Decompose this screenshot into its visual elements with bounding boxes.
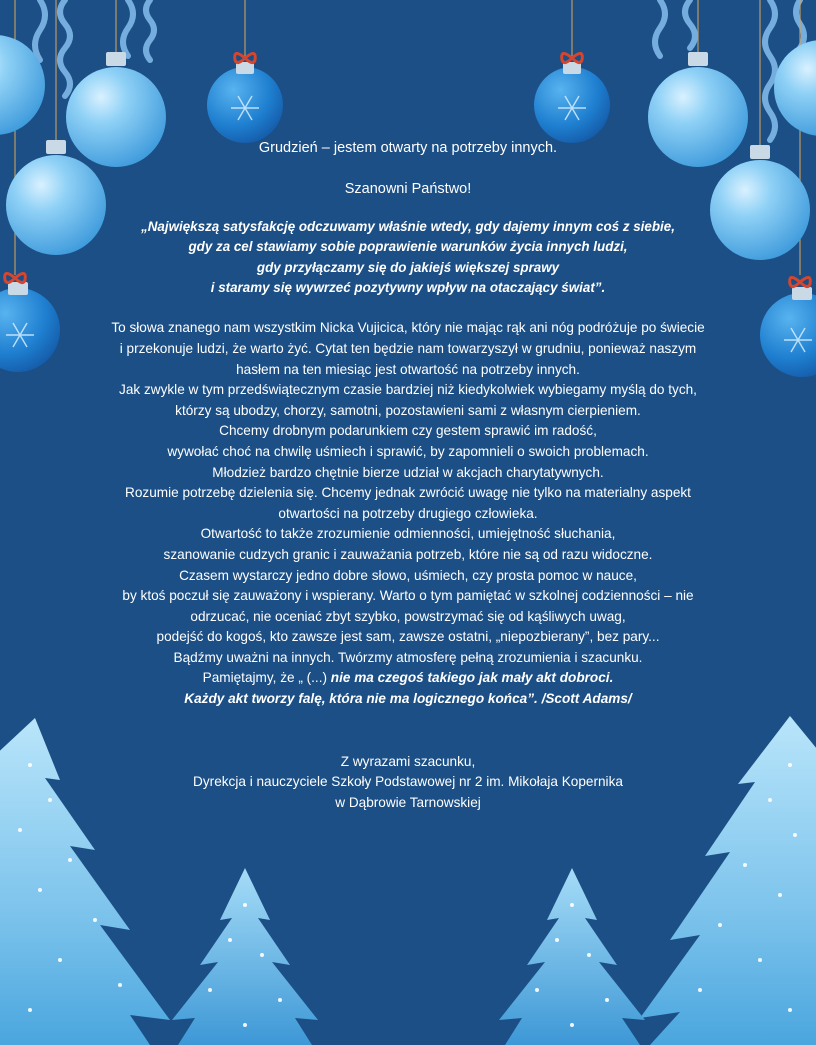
body-line: Jak zwykle w tym przedświątecznym czasie bardziej niż kiedykolwiek wybiegamy myślą do tych, <box>119 382 697 398</box>
body-line: którzy są ubodzy, chorzy, samotni, pozostawieni sami z własnym cierpieniem. <box>175 402 641 418</box>
body-line: Otwartość to także zrozumienie odmienności, umiejętność słuchania, <box>200 526 616 542</box>
body-line: i przekonuje ludzi, że warto żyć. Cytat ten będzie nam towarzyszył w grudniu, ponieważ naszym <box>119 340 697 356</box>
body-line: otwartości na potrzeby drugiego człowieka. <box>278 505 538 521</box>
opening-quote <box>60 217 756 298</box>
body-line: wywołać choć na chwilę uśmiech i sprawić, by zapomnieli o swoich problemach. <box>167 443 649 459</box>
quote-line: i staramy się wywrzeć pozytywny wpływ na otaczający świat”. <box>210 280 606 296</box>
greeting: Szanowni Państwo! <box>344 180 472 197</box>
body-line: Chcemy drobnym podarunkiem czy gestem sprawić im radość, <box>219 423 597 439</box>
signature-line: w Dąbrowie Tarnowskiej <box>335 794 481 810</box>
body-line: hasłem na ten miesiąc jest otwartość na potrzeby innych. <box>236 361 580 377</box>
closing-quote-line-1 <box>60 668 756 689</box>
signature <box>60 752 756 814</box>
body-line: Bądźmy uważni na innych. Twórzmy atmosferę pełną zrozumienia i szacunku. <box>173 649 643 665</box>
body-line: Rozumie potrzebę dzielenia się. Chcemy jednak zwrócić uwagę nie tylko na materialny aspekt <box>125 485 691 501</box>
closing-quote-intro: Pamiętajmy, że „ (...) <box>202 670 331 686</box>
quote-line: gdy za cel stawiamy sobie poprawienie warunków życia innych ludzi, <box>188 239 628 255</box>
body-line: by ktoś poczuł się zauważony i wspierany. Warto o tym pamiętać w szkolnej codzienności – nie <box>122 588 694 604</box>
quote-line: „Największą satysfakcję odczuwamy właśnie wtedy, gdy dajemy innym coś z siebie, <box>141 219 675 235</box>
closing-quote-emphasis: nie ma czegoś takiego jak mały akt dobroci. <box>330 670 614 686</box>
signature-line: Z wyrazami szacunku, <box>340 753 476 769</box>
quote-line: gdy przyłączamy się do jakiejś większej sprawy <box>256 259 560 275</box>
body-line: Młodzież bardzo chętnie bierze udział w akcjach charytatywnych. <box>212 464 604 480</box>
letter-body <box>60 318 756 709</box>
body-line: odrzucać, nie oceniać zbyt szybko, powstrzymać się od kąśliwych uwag, <box>190 608 626 624</box>
closing-quote-line-2: Każdy akt tworzy falę, która nie ma logicznego końca”. /Scott Adams/ <box>184 691 632 707</box>
body-line: Czasem wystarczy jedno dobre słowo, uśmiech, czy prosta pomoc w nauce, <box>179 567 637 583</box>
signature-line: Dyrekcja i nauczyciele Szkoły Podstawowej nr 2 im. Mikołaja Kopernika <box>193 774 623 790</box>
body-line: podejść do kogoś, kto zawsze jest sam, zawsze ostatni, „niepozbierany”, bez pary... <box>156 629 660 645</box>
body-line: To słowa znanego nam wszystkim Nicka Vujicica, który nie mając rąk ani nóg podróżuje po świecie <box>111 320 705 336</box>
letter <box>60 138 756 813</box>
page-title: Grudzień – jestem otwarty na potrzeby innych. <box>258 140 558 156</box>
body-line: szanowanie cudzych granic i zauważania potrzeb, które nie są od razu widoczne. <box>163 546 653 562</box>
